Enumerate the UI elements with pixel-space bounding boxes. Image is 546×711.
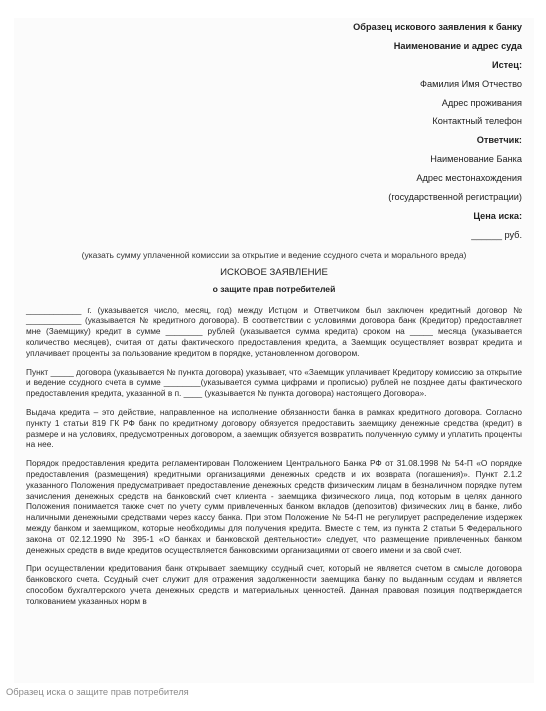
- bank-address: Адрес местонахождения: [416, 173, 522, 184]
- image-caption: Образец иска о защите прав потребителя: [6, 686, 189, 697]
- paragraph-contract: ____________ г. (указывается число, месяц, год) между Истцом и Ответчиком был заключен кредитный договор № ____________ (указывается № кредитного договора). В соответствии с условиями договора банк (Кредитор) предоставляет мне (Заемщику) кредит в сумме ________ рублей (указывается сумма кредита) сроком на _____ месяца (указывается количество месяцев), считая от даты фактического предоставления кредита, а Заемщик осуществляет возврат кредита и уплачивает проценты за пользование кредитом в порядке, установленном договором.: [26, 304, 522, 358]
- document-title: ИСКОВОЕ ЗАЯВЛЕНИЕ: [220, 266, 328, 278]
- plaintiff-address: Адрес проживания: [441, 97, 522, 108]
- bank-name: Наименование Банка: [430, 154, 522, 165]
- claim-price-label: Цена иска:: [473, 210, 522, 221]
- court-name-label: Наименование и адрес суда: [393, 40, 522, 51]
- paragraph-credit-issue: Выдача кредита – это действие, направленное на исполнение обязанности банка в рамках кредитного договора. Согласно пункту 1 статьи 819 ГК РФ банк по кредитному договору обязуется предоставить заемщику денежные средства (кредит) в размере и на условиях, предусмотренных договором, а заемщик обязуется возвратить полученную сумму и уплатить проценты на нее.: [26, 407, 522, 450]
- document-image: [14, 18, 534, 683]
- document-header: [14, 18, 534, 245]
- document-subtitle: о защите прав потребителей: [212, 283, 336, 294]
- defendant-label: Ответчик:: [476, 135, 522, 146]
- paragraph-loan-account: При осуществлении кредитования банк открывает заемщику ссудный счет, который не является счетом в смысле договора банковского счета. Ссудный счет служит для отражения задолженности заемщика банку по выданным ссудам и является способом бухгалтерского учета денежных средств и материальных ценностей. Данная правовая позиция подтверждается толкованием указанных норм в: [26, 563, 522, 606]
- paragraph-commission: Пункт _____ договора (указывается № пункта договора) указывает, что «Заемщик уплачивает Кредитору комиссию за открытие и ведение ссудного счета в сумме ________(указывается сумма цифрами и прописью) рублей не позднее даты фактического предоставления кредита, указанной в п. ____ (указывается № пункта договора) настоящего Договора».: [26, 366, 522, 399]
- document-heading: Образец искового заявления к банку: [353, 22, 522, 32]
- plaintiff-phone: Контактный телефон: [432, 116, 522, 127]
- claim-note: (указать сумму уплаченной комиссии за открытие и ведение ссудного счета и морального вреда): [81, 249, 467, 260]
- bank-registration: (государственной регистрации): [388, 192, 522, 203]
- paragraph-procedure: Порядок предоставления кредита регламентирован Положением Центрального Банка РФ от 31.08.1998 № 54-П «О порядке предоставления (размещения) кредитными организациями денежных средств и их возврата (погашения)». Пункт 2.1.2 указанного Положения предусматривает предоставление денежных средств физическим лицам в безналичном порядке путем зачисления денежных средств на банковский счет клиента - заемщика физического лица, под которым в целях данного Положения понимается также счет по учету сумм привлеченных банком вкладов (депозитов) физических лиц в банке, либо наличными денежными средствами через кассу банка. При этом Положение № 54-П не регулирует распределение издержек между банком и заемщиком, которые необходимы для получения кредита. Вместе с тем, из пункта 2 статьи 5 Федерального закона от 02.12.1990 № 395-1 «О банках и банковской деятельности» следует, что размещение привлеченных банком денежных средств в виде кредитов осуществляется банковскими организациями от своего имени и за свой счет.: [26, 458, 522, 555]
- plaintiff-name: Фамилия Имя Отчество: [420, 78, 522, 89]
- claim-price-value: ______ руб.: [471, 229, 522, 240]
- plaintiff-label: Истец:: [491, 59, 522, 70]
